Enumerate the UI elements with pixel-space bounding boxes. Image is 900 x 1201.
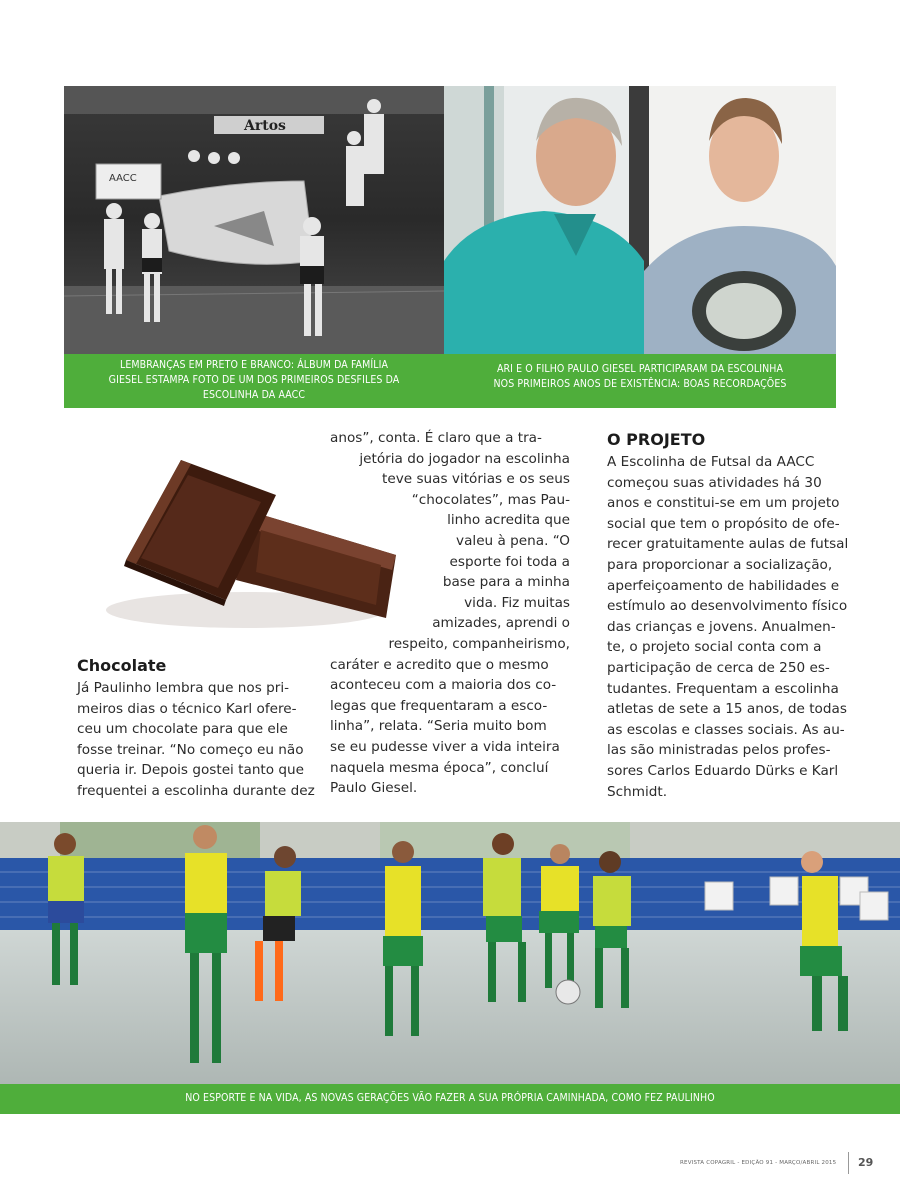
caption-line: ARI E O FILHO PAULO GIESEL PARTICIPARAM DA ESCOLINHA xyxy=(496,363,784,375)
text-line: “chocolates”, mas Pau- xyxy=(411,491,570,508)
caption-line: GIESEL ESTAMPA FOTO DE UM DOS PRIMEIROS DESFILES DA xyxy=(108,374,400,386)
projeto-text xyxy=(607,452,849,802)
magazine-footer: REVISTA COPAGRIL - EDIÇÃO 91 - MARÇO/ABRIL 2015 xyxy=(680,1160,837,1166)
text-line: anos”, conta. É claro que a tra- xyxy=(330,430,542,446)
text-line: fosse treinar. “No começo eu não xyxy=(77,741,304,758)
text-line: Já Paulinho lembra que nos pri- xyxy=(77,680,290,696)
text-line: A Escolinha de Futsal da AACC xyxy=(607,454,815,470)
text-line: valeu à pena. “O xyxy=(456,532,570,549)
text-line: ceu um chocolate para que ele xyxy=(77,721,288,738)
caption-line: ESCOLINHA DA AACC xyxy=(202,389,306,401)
futsal-photo-caption xyxy=(0,1084,900,1114)
middle-column-text xyxy=(330,428,570,799)
archive-photo-caption xyxy=(64,354,444,408)
text-line: as escolas e classes sociais. As au- xyxy=(607,721,845,738)
text-line: atletas de sete a 15 anos, de todas xyxy=(607,701,847,718)
text-line: teve suas vitórias e os seus xyxy=(382,471,570,488)
text-line: Schmidt. xyxy=(607,783,668,800)
text-line: las são ministradas pelos profes- xyxy=(607,742,831,759)
text-line: jetória do jogador na escolinha xyxy=(359,450,570,467)
text-line: começou suas atividades há 30 xyxy=(607,474,822,491)
text-line: caráter e acredito que o mesmo xyxy=(330,656,549,673)
text-line: aperfeiçoamento de habilidades e xyxy=(607,577,840,594)
text-line: linho acredita que xyxy=(447,512,570,529)
text-line: legas que frequentaram a esco- xyxy=(330,697,548,714)
text-line: queria ir. Depois gostei tanto que xyxy=(77,762,305,779)
footer-divider xyxy=(848,1152,849,1174)
text-line: base para a minha xyxy=(442,574,570,591)
text-line: anos e constitui-se em um projeto xyxy=(607,495,840,512)
archive-parade-photo xyxy=(64,86,444,354)
text-line: amizades, aprendi o xyxy=(432,615,570,632)
text-line: te, o projeto social conta com a xyxy=(607,639,822,656)
futsal-training-photo xyxy=(0,822,900,1084)
text-line: Paulo Giesel. xyxy=(330,780,418,797)
text-line: linha”, relata. “Seria muito bom xyxy=(330,718,547,735)
text-line: tudantes. Frequentam a escolinha xyxy=(607,680,839,697)
text-line: esporte foi toda a xyxy=(449,553,570,570)
text-line: vida. Fiz muitas xyxy=(464,594,570,611)
text-line: se eu pudesse viver a vida inteira xyxy=(330,738,560,755)
caption-line: LEMBRANÇAS EM PRETO E BRANCO: ÁLBUM DA FAMÍLIA xyxy=(119,359,389,371)
projeto-heading: O PROJETO xyxy=(607,430,706,449)
text-line: recer gratuitamente aulas de futsal xyxy=(607,536,849,553)
father-son-caption xyxy=(444,354,836,408)
text-line: meiros dias o técnico Karl ofere- xyxy=(77,700,297,717)
placard-text: AACC xyxy=(109,173,137,184)
father-son-photo xyxy=(444,86,836,354)
chocolate-heading: Chocolate xyxy=(77,656,167,675)
banner-sign-text: Artos xyxy=(244,118,286,134)
text-line: social que tem o propósito de ofe- xyxy=(607,515,840,532)
text-line: das crianças e jovens. Anualmen- xyxy=(607,618,836,635)
caption-line: NOS PRIMEIROS ANOS DE EXISTÊNCIA: BOAS RECORDAÇÕES xyxy=(493,378,787,390)
text-line: participação de cerca de 250 es- xyxy=(607,659,830,676)
text-line: aconteceu com a maioria dos co- xyxy=(330,677,557,694)
caption-line: NO ESPORTE E NA VIDA, AS NOVAS GERAÇÕES VÃO FAZER A SUA PRÓPRIA CAMINHADA, COMO FEZ PAULINHO xyxy=(185,1092,715,1104)
chocolate-text xyxy=(77,678,315,802)
text-line: para proporcionar a socialização, xyxy=(607,556,833,573)
text-line: frequentei a escolinha durante dez xyxy=(77,782,315,799)
page-number: 29 xyxy=(858,1156,874,1169)
text-line: sores Carlos Eduardo Dürks e Karl xyxy=(607,762,839,779)
text-line: naquela mesma época”, concluí xyxy=(330,759,549,776)
text-line: respeito, companheirismo, xyxy=(388,635,570,652)
text-line: estímulo ao desenvolvimento físico xyxy=(607,598,848,615)
